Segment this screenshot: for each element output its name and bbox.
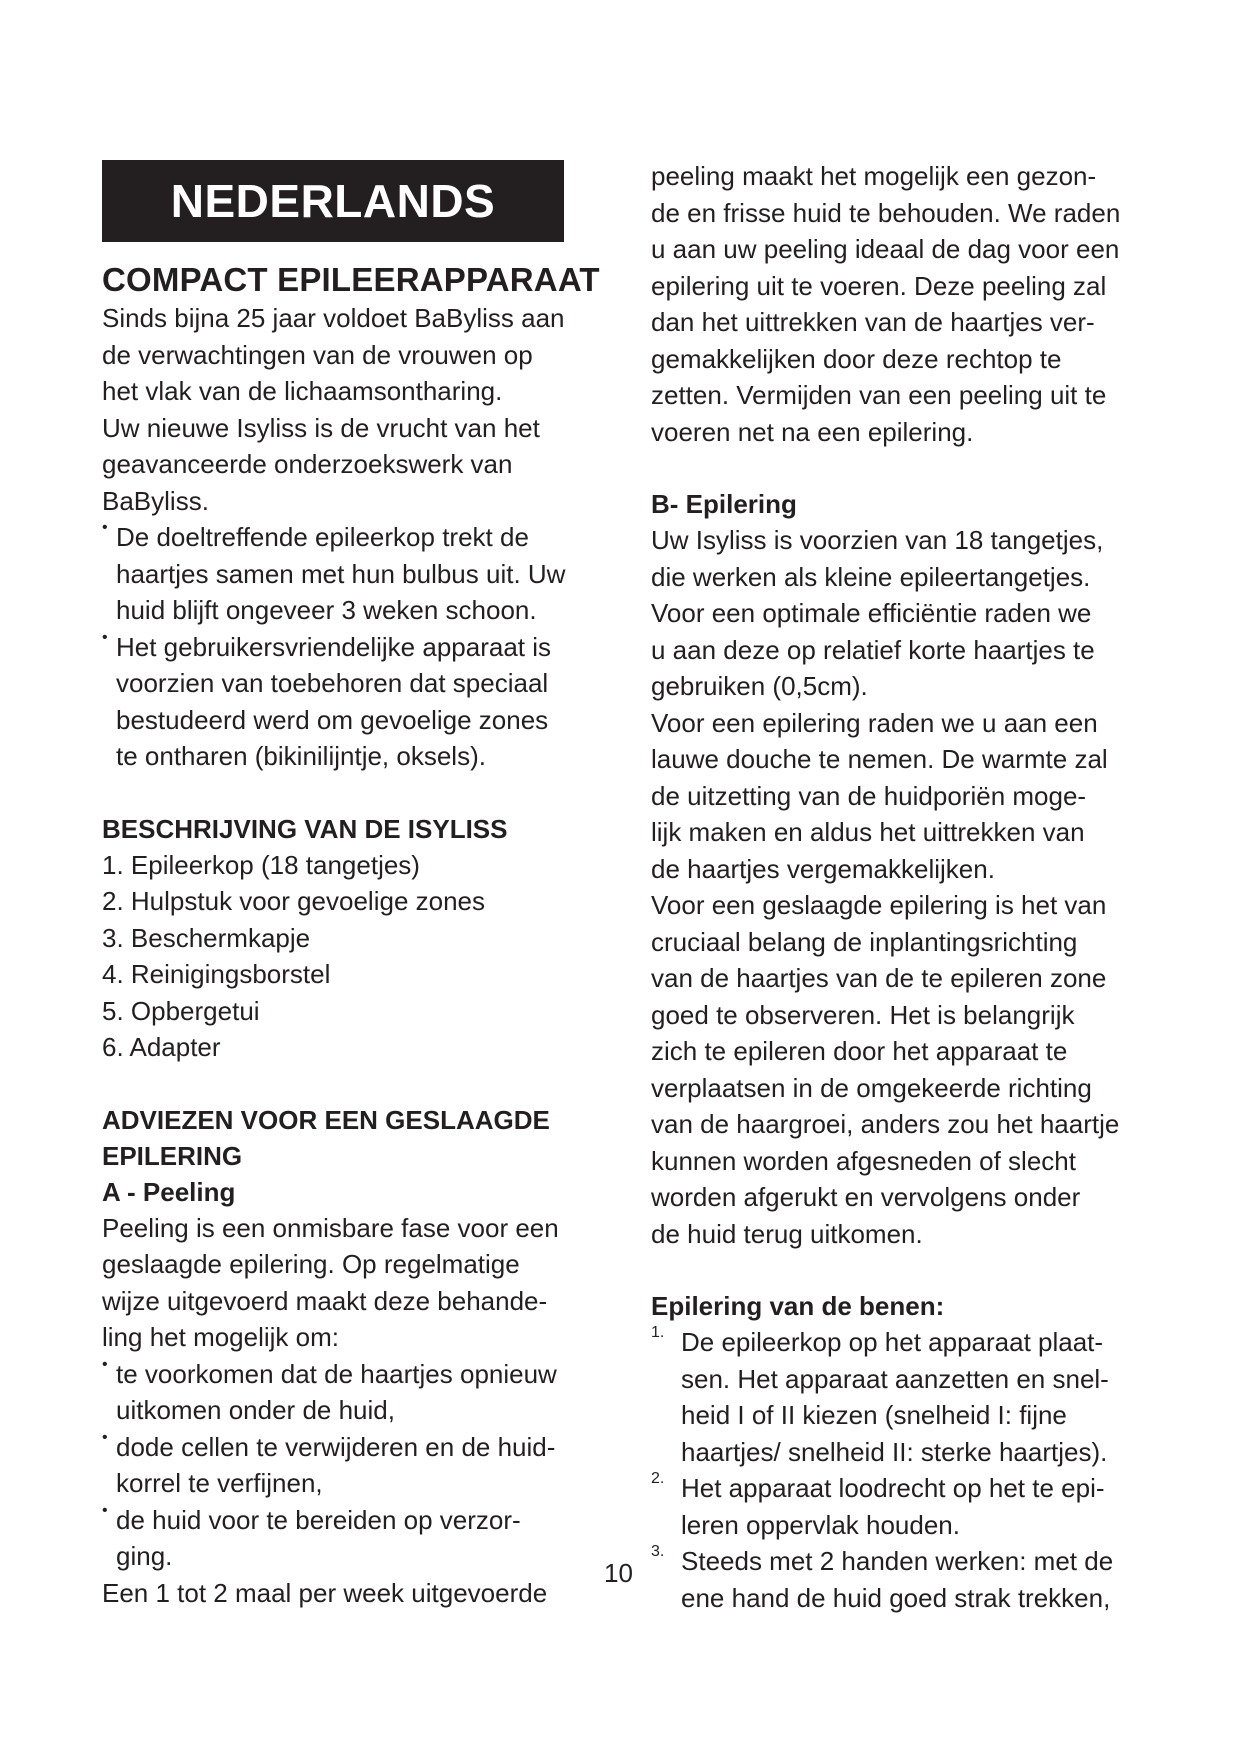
legs-heading: Epilering van de benen: xyxy=(651,1291,945,1321)
text-line: u aan uw peeling ideaal de dag voor een xyxy=(651,234,1120,264)
text-line: dan het uittrekken van de haartjes ver- xyxy=(651,307,1095,337)
intro-line: het vlak van de lichaamsontharing. xyxy=(102,376,503,406)
text-line: lijk maken en aldus het uittrekken van xyxy=(651,817,1085,847)
peeling-bullet xyxy=(102,1429,602,1502)
text-line: zetten. Vermijden van een peeling uit te xyxy=(651,380,1107,410)
bullet-line: ging. xyxy=(116,1541,173,1571)
step-number: 1. xyxy=(651,1324,665,1341)
text-line: epilering uit te voeren. Deze peeling zal xyxy=(651,270,1107,301)
step-line: Het apparaat loodrecht op het te epi- xyxy=(681,1473,1105,1503)
intro-bullet xyxy=(102,629,602,775)
intro-line: Uw nieuwe Isyliss is de vrucht van het xyxy=(102,412,540,443)
peeling-paragraph xyxy=(102,1210,602,1356)
left-column xyxy=(102,160,602,1611)
text-line: zich te epileren door het apparaat te xyxy=(651,1036,1068,1066)
text-line: Uw Isyliss is voorzien van 18 tangetjes, xyxy=(651,525,1104,555)
text-line: de uitzetting van de huidporiën moge- xyxy=(651,780,1087,811)
description-heading: BESCHRIJVING VAN DE ISYLISS xyxy=(102,813,508,844)
step-line: haartjes/ snelheid II: sterke haartjes). xyxy=(681,1436,1108,1467)
parts-list-item: 6. Adapter xyxy=(102,1032,221,1062)
bullet-line: bestudeerd werd om gevoelige zones xyxy=(116,704,549,735)
right-column xyxy=(651,158,1151,1616)
bullet-line: dode cellen te verwijderen en de huid- xyxy=(116,1431,556,1462)
legs-step xyxy=(651,1543,1151,1616)
step-line: sen. Het apparaat aanzetten en snel- xyxy=(681,1363,1109,1394)
step-number: 2. xyxy=(651,1470,665,1487)
bullet-line: Het gebruikersvriendelijke apparaat is xyxy=(116,631,552,662)
peeling-line: ling het mogelijk om: xyxy=(102,1322,339,1352)
step-line: ene hand de huid goed strak trekken, xyxy=(681,1582,1111,1613)
legs-step xyxy=(651,1324,1151,1470)
text-line: goed te observeren. Het is belangrijk xyxy=(651,999,1075,1030)
text-line: van de haartjes van de te epileren zone xyxy=(651,963,1107,993)
text-line: lauwe douche te nemen. De warmte zal xyxy=(651,744,1108,774)
text-line: peeling maakt het mogelijk een gezon- xyxy=(651,161,1097,191)
intro-bullet xyxy=(102,519,602,629)
language-banner: NEDERLANDS xyxy=(102,160,564,242)
parts-list-item: 2. Hulpstuk voor gevoelige zones xyxy=(102,886,486,916)
legs-step xyxy=(651,1470,1151,1543)
text-line: verplaatsen in de omgekeerde richting xyxy=(651,1072,1092,1103)
text-line: cruciaal belang de inplantingsrichting xyxy=(651,926,1078,957)
bullet-marker: • xyxy=(102,1428,108,1446)
text-line: gemakkelijken door deze rechtop te xyxy=(651,343,1062,374)
parts-list-item: 1. Epileerkop (18 tangetjes) xyxy=(102,849,420,880)
text-line: u aan deze op relatief korte haartjes te xyxy=(651,634,1095,665)
peeling-continuation xyxy=(651,158,1151,450)
text-line: Voor een epilering raden we u aan een xyxy=(651,707,1098,738)
text-line: Voor een optimale efficiëntie raden we xyxy=(651,598,1092,628)
text-line: Voor een geslaagde epilering is het van xyxy=(651,890,1107,920)
step-line: leren oppervlak houden. xyxy=(681,1509,960,1540)
bullet-marker: • xyxy=(102,628,108,646)
bullet-marker: • xyxy=(102,1501,108,1519)
intro-line: BaByliss. xyxy=(102,485,209,516)
step-line: De epileerkop op het apparaat plaat- xyxy=(681,1327,1104,1357)
text-line: de en frisse huid te behouden. We raden xyxy=(651,197,1121,228)
text-line: van de haargroei, anders zou het haartje xyxy=(651,1109,1120,1139)
bullet-line: haartjes samen met hun bulbus uit. Uw xyxy=(116,558,566,589)
text-line: de huid terug uitkomen. xyxy=(651,1218,923,1249)
peeling-line: Peeling is een onmisbare fase voor een xyxy=(102,1212,559,1243)
bullet-line: te voorkomen dat de haartjes opnieuw xyxy=(116,1358,557,1389)
bullet-line: voorzien van toebehoren dat speciaal xyxy=(116,668,549,698)
peeling-bullet xyxy=(102,1502,602,1575)
step-line: Steeds met 2 handen werken: met de xyxy=(681,1546,1114,1576)
parts-list-item: 4. Reinigingsborstel xyxy=(102,959,331,989)
parts-list xyxy=(102,847,602,1066)
text-line: de haartjes vergemakkelijken. xyxy=(651,853,995,884)
epilering-subheading: B- Epilering xyxy=(651,489,797,519)
advice-heading-cont: EPILERING xyxy=(102,1140,243,1171)
bullet-marker: • xyxy=(102,519,108,536)
step-line: heid I of II kiezen (snelheid I: fijne xyxy=(681,1400,1067,1430)
intro-line: de verwachtingen van de vrouwen op xyxy=(102,339,533,370)
advice-heading: ADVIEZEN VOOR EEN GESLAAGDE xyxy=(102,1104,550,1135)
bullet-line: de huid voor te bereiden op verzor- xyxy=(116,1504,521,1535)
peeling-continued-line: Een 1 tot 2 maal per week uitgevoerde xyxy=(102,1577,548,1608)
intro-line: geavanceerde onderzoekswerk van xyxy=(102,449,513,479)
product-title: COMPACT EPILEERAPPARAAT xyxy=(102,261,600,298)
peeling-bullet xyxy=(102,1356,602,1429)
intro-line: Sinds bijna 25 jaar voldoet BaByliss aan xyxy=(102,303,565,333)
text-line: die werken als kleine epileertangetjes. xyxy=(651,561,1091,592)
intro-paragraph xyxy=(102,300,602,519)
step-number: 3. xyxy=(651,1543,665,1560)
bullet-line: korrel te verfijnen, xyxy=(116,1468,323,1498)
bullet-line: huid blijft ongeveer 3 weken schoon. xyxy=(116,595,537,625)
bullet-marker: • xyxy=(102,1355,108,1373)
text-line: voeren net na een epilering. xyxy=(651,416,974,447)
bullet-line: De doeltreffende epileerkop trekt de xyxy=(116,522,529,552)
bullet-line: uitkomen onder de huid, xyxy=(116,1395,395,1425)
page-number: 10 xyxy=(604,1558,633,1588)
bullet-line: te ontharen (bikinilijntje, oksels). xyxy=(116,741,486,771)
parts-list-item: 3. Beschermkapje xyxy=(102,922,311,953)
text-line: kunnen worden afgesneden of slecht xyxy=(651,1145,1076,1176)
text-line: gebruiken (0,5cm). xyxy=(651,671,868,701)
peeling-subheading: A - Peeling xyxy=(102,1176,236,1207)
epilering-paragraph xyxy=(651,522,1151,1252)
peeling-line: geslaagde epilering. Op regelmatige xyxy=(102,1249,520,1279)
parts-list-item: 5. Opbergetui xyxy=(102,995,260,1026)
peeling-line: wijze uitgevoerd maakt deze behande- xyxy=(102,1285,548,1316)
text-line: worden afgerukt en vervolgens onder xyxy=(651,1182,1081,1212)
